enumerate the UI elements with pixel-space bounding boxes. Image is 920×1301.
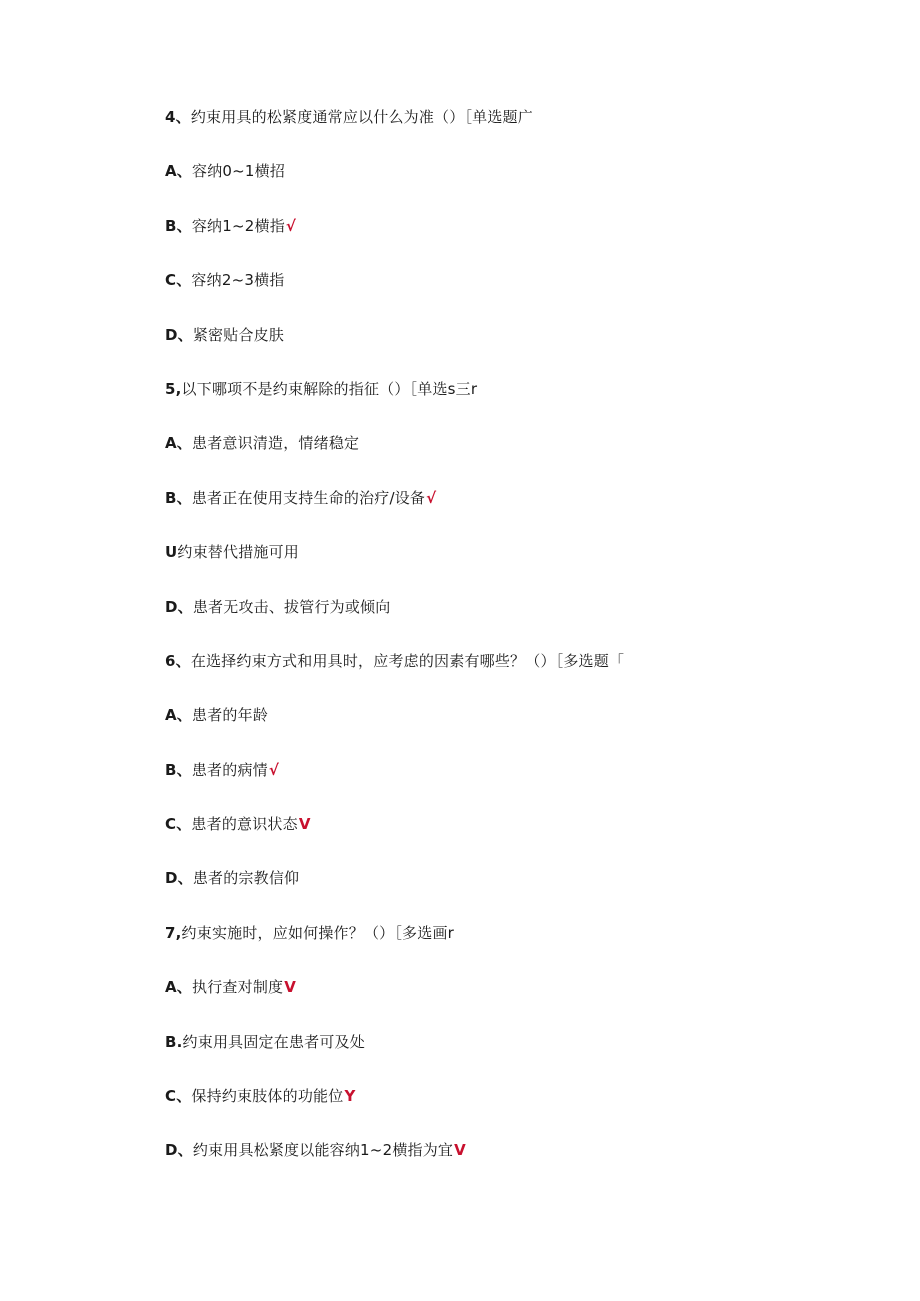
option-text: 患者的年龄 <box>192 706 269 725</box>
option-letter: A、 <box>165 162 193 181</box>
option-text: 紧密贴合皮肤 <box>192 325 285 344</box>
option-d <box>165 595 865 649</box>
option-text: 约束用具松紧度以能容纳1~2横指为宜 <box>192 1141 454 1160</box>
option-letter: D、 <box>165 325 193 344</box>
correct-check-mark: V <box>454 1141 466 1160</box>
option-letter: U <box>165 543 178 562</box>
option-b <box>165 758 865 812</box>
option-letter: C、 <box>165 1087 192 1106</box>
option-letter: C、 <box>165 815 192 834</box>
question-document <box>165 105 865 1193</box>
question-number: 4、 <box>165 108 191 126</box>
option-letter: B、 <box>165 216 192 235</box>
option-a <box>165 975 865 1029</box>
correct-check-mark: √ <box>426 488 437 507</box>
question-number: 5, <box>165 379 182 398</box>
correct-check-mark: Y <box>344 1087 356 1106</box>
question-text: 以下哪项不是约束解除的指征（）［单选s三r <box>181 379 478 398</box>
question-4-stem <box>165 105 865 159</box>
option-b <box>165 1030 865 1084</box>
option-b <box>165 214 865 268</box>
option-text: 患者的宗教信仰 <box>192 869 300 888</box>
option-letter: D、 <box>165 597 193 616</box>
option-text: 约束替代措施可用 <box>177 543 299 562</box>
correct-check-mark: √ <box>268 760 280 779</box>
correct-check-mark: V <box>284 978 297 997</box>
option-d <box>165 1138 865 1192</box>
option-text: 患者的意识状态 <box>191 815 298 834</box>
question-6-stem <box>165 649 865 703</box>
question-number: 7, <box>165 923 182 942</box>
option-c <box>165 1084 865 1138</box>
question-number: 6、 <box>165 651 191 670</box>
option-text: 约束用具固定在患者可及处 <box>182 1032 365 1051</box>
option-text: 容纳0~1横招 <box>192 162 286 181</box>
question-7-stem <box>165 921 865 975</box>
option-text: 保持约束肢体的功能位 <box>191 1087 344 1106</box>
option-letter: D、 <box>165 869 193 888</box>
option-c <box>165 268 865 322</box>
option-letter: B. <box>165 1032 183 1051</box>
option-text: 容纳2~3横指 <box>191 271 285 290</box>
option-letter: A、 <box>165 434 193 453</box>
question-text: 在选择约束方式和用具时，应考虑的因素有哪些？（）［多选题「 <box>190 651 625 670</box>
option-a <box>165 431 865 485</box>
option-c <box>165 540 865 594</box>
option-text: 患者正在使用支持生命的治疗/设备 <box>191 488 426 507</box>
option-text: 患者意识清造，情绪稳定 <box>192 434 360 453</box>
option-d <box>165 323 865 377</box>
option-d <box>165 866 865 920</box>
question-text: 约束实施时，应如何操作？（）［多选画r <box>181 923 455 942</box>
option-text: 容纳1~2横指 <box>191 216 285 235</box>
option-a <box>165 703 865 757</box>
option-text: 患者的病情 <box>191 760 268 779</box>
option-c <box>165 812 865 866</box>
option-letter: A、 <box>165 978 193 997</box>
option-b <box>165 486 865 540</box>
option-letter: D、 <box>165 1141 193 1160</box>
correct-check-mark: √ <box>285 216 297 235</box>
option-letter: C、 <box>165 271 192 290</box>
question-5-stem <box>165 377 865 431</box>
question-text: 约束用具的松紧度通常应以什么为准（）［单选题广 <box>190 108 533 126</box>
option-letter: B、 <box>165 488 192 507</box>
option-letter: B、 <box>165 760 192 779</box>
option-text: 执行查对制度 <box>192 978 284 997</box>
correct-check-mark: V <box>298 815 311 834</box>
option-text: 患者无攻击、拔管行为或倾向 <box>192 597 391 616</box>
option-letter: A、 <box>165 706 193 725</box>
option-a <box>165 159 865 213</box>
